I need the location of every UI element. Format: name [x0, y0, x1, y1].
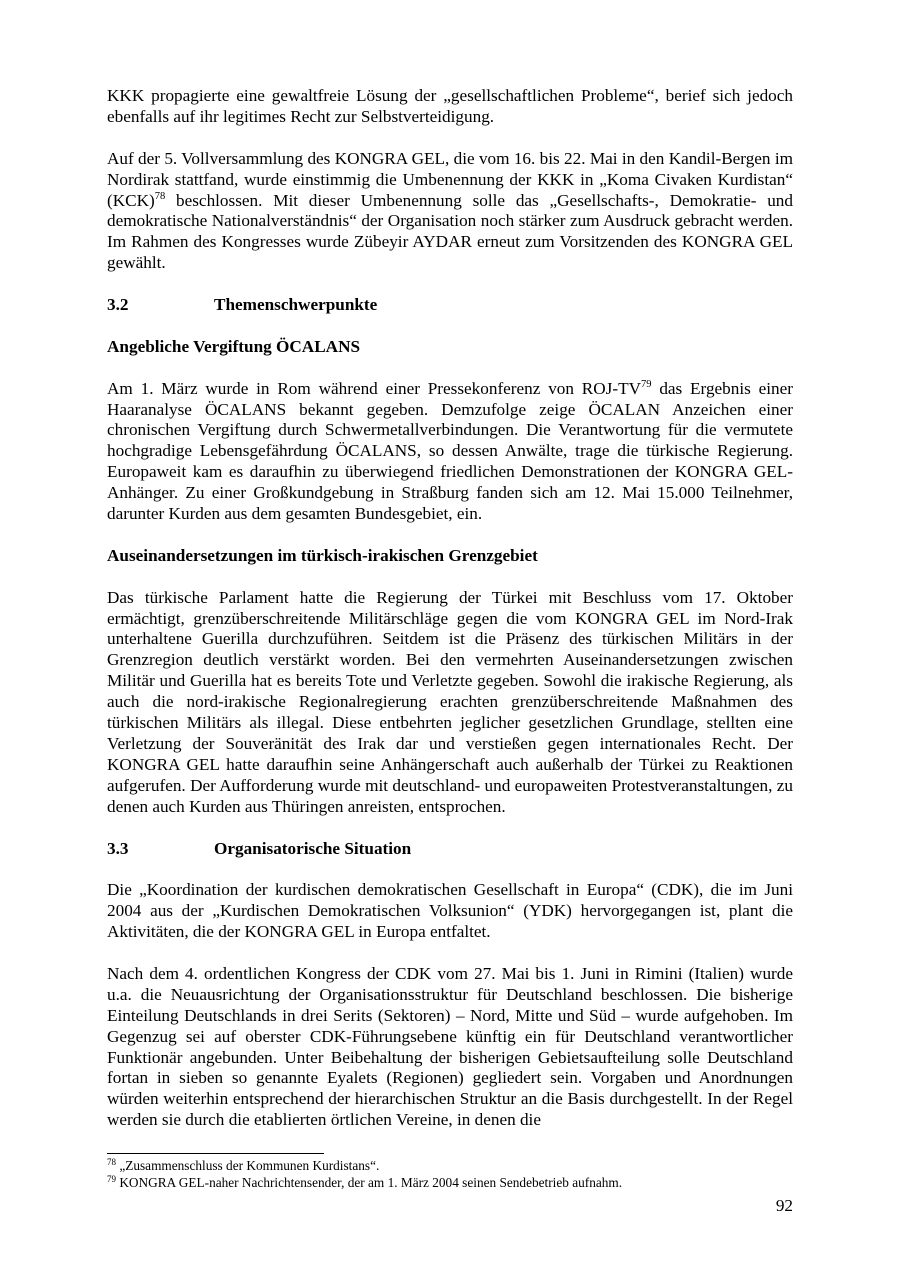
- footnote-ref-78[interactable]: 78: [154, 190, 166, 202]
- section-number: 3.2: [107, 295, 129, 315]
- footnote-79: [107, 1175, 793, 1192]
- footnote-mark: 78: [107, 1157, 116, 1167]
- page-number: 92: [775, 1196, 793, 1215]
- subheading-grenzgebiet: Auseinandersetzungen im türkisch-irakischen Grenzgebiet: [107, 545, 538, 565]
- footnote-text: KONGRA GEL-naher Nachrichtensender, der am 1. März 2004 seinen Sendebetrieb aufnahm.: [116, 1174, 623, 1190]
- footnote-text: „Zusammenschluss der Kommunen Kurdistans“.: [116, 1158, 380, 1173]
- paragraph-kkk: KKK propagierte eine gewaltfreie Lösung der „gesellschaftlichen Probleme“, berief sich jedoch ebenfalls auf ihr legitimes Recht zur Selbstverteidigung.: [107, 86, 793, 126]
- footnote-divider: [107, 1153, 324, 1154]
- paragraph-cdk: Die „Koordination der kurdischen demokratischen Gesellschaft in Europa“ (CDK), die im Juni 2004 aus der „Kurdischen Demokratischen Volksunion“ (YDK) hervorgegangen ist, plant die Aktivitäten, die der KONGRA GEL in Europa entfaltet.: [107, 880, 793, 942]
- paragraph-text: Auf der 5. Vollversammlung des KONGRA GEL, die vom 16. bis 22. Mai in den Kandil-Bergen im Nordirak stattfand, wurde einstimmig die Umbenennung der KKK in „Koma Civaken Kurdistan“ (KCK): [107, 148, 793, 210]
- paragraph-text: das Ergebnis einer Haaranalyse ÖCALANS bekannt gegeben. Demzufolge zeige ÖCALAN Anzeichen einer chronischen Vergiftung durch Schwermetallverbindungen. Die Verantwortung für die vermutete hochgradige Lebensgefährdung ÖCALANS, so dessen Anwälte, trage die türkische Regierung. Europaweit kam es daraufhin zu überwiegend friedlichen Demonstrationen der KONGRA GEL-Anhänger. Zu einer Großkundgebung in Straßburg fanden sich am 12. Mai 15.000 Teilnehmer, darunter Kurden aus dem gesamten Bundesgebiet, ein.: [107, 378, 793, 524]
- section-heading-3-3: [107, 839, 793, 860]
- paragraph-text: beschlossen. Mit dieser Umbenennung solle das „Gesellschafts-, Demokratie- und demokratische Nationalverständnis“ der Organisation noch stärker zum Ausdruck gebracht werden. Im Rahmen des Kongresses wurde Zübeyir AYDAR erneut zum Vorsitzenden des KONGRA GEL gewählt.: [107, 190, 793, 273]
- paragraph-vollversammlung: [107, 149, 793, 274]
- paragraph-vergiftung: [107, 379, 793, 525]
- section-number: 3.3: [107, 838, 129, 858]
- page-body: [107, 86, 793, 1152]
- paragraph-grenzgebiet: Das türkische Parlament hatte die Regierung der Türkei mit Beschluss vom 17. Oktober ermächtigt, grenzüberschreitende Militärschläge gegen die vom KONGRA GEL im Nord-Irak unterhaltene Guerilla durchzuführen. Seitdem ist die Präsenz des türkischen Militärs in der Grenzregion deutlich verstärkt worden. Bei den vermehrten Auseinandersetzungen zwischen Militär und Guerilla hat es bereits Tote und Verletzte gegeben. Sowohl die irakische Regierung, als auch die nord-irakische Regionalregierung erachten grenzüberschreitende Maßnahmen des türkischen Militärs als illegal. Diese entbehrten jeglicher gesetzlichen Grundlage, stellten eine Verletzung der Souveränität des Irak dar und verstießen gegen internationales Recht. Der KONGRA GEL hatte daraufhin seine Anhängerschaft auch außerhalb der Türkei zu Reaktionen aufgerufen. Der Aufforderung wurde mit deutschland- und europaweiten Protestveranstaltungen, zu denen auch Kurden aus Thüringen anreisten, entsprochen.: [107, 587, 793, 816]
- footnotes: [107, 1158, 793, 1191]
- footnote-ref-79[interactable]: 79: [641, 378, 652, 390]
- footnote-78: [107, 1158, 793, 1175]
- footnote-mark: 79: [107, 1173, 116, 1184]
- section-heading-3-2: [107, 295, 793, 316]
- paragraph-kongress: Nach dem 4. ordentlichen Kongress der CDK vom 27. Mai bis 1. Juni in Rimini (Italien) wurde u.a. die Neuausrichtung der Organisationsstruktur für Deutschland beschlossen. Die bisherige Einteilung Deutschlands in drei Serits (Sektoren) – Nord, Mitte und Süd – wurde aufgehoben. Im Gegenzug sei auf oberster CDK-Führungsebene künftig ein für Deutschland verantwortlicher Funktionär angebunden. Unter Beibehaltung der bisherigen Gebietsaufteilung solle Deutschland fortan in sieben so genannte Eyalets (Regionen) gegliedert sein. Vorgaben und Anordnungen würden weiterhin entsprechend der hierarchischen Struktur an die Basis durchgestellt. In der Regel werden sie durch die etablierten örtlichen Vereine, in denen die: [107, 963, 793, 1130]
- paragraph-text: Am 1. März wurde in Rom während einer Pressekonferenz von ROJ-TV: [107, 378, 641, 398]
- section-title: Organisatorische Situation: [214, 838, 412, 858]
- subheading-vergiftung: Angebliche Vergiftung ÖCALANS: [107, 336, 361, 356]
- section-title: Themenschwerpunkte: [214, 295, 378, 315]
